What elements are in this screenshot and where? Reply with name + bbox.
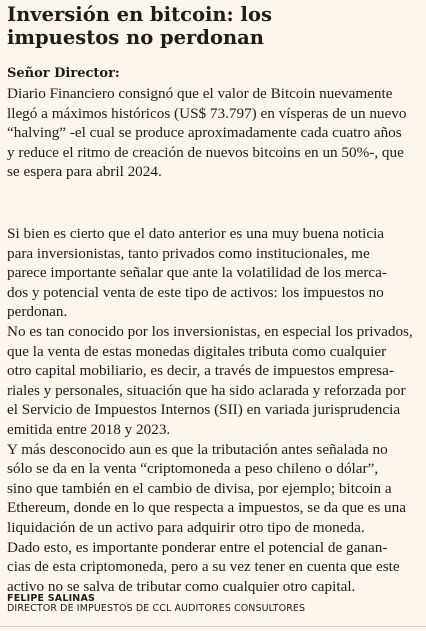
title-line: Inversión en bitcoin: los (7, 3, 272, 26)
text-line: llegó a máximos históricos (US$ 73.797) en vísperas de un nuevo (7, 104, 407, 122)
bottom-divider (0, 626, 426, 627)
text-line: el Servicio de Impuestos Internos (SII) en variada jurisprudencia (7, 401, 401, 419)
text-line: Dado esto, es importante ponderar entre el potencial de ganan- (7, 538, 388, 556)
text-line: sino que también en el cambio de divisa, por ejemplo; bitcoin a (7, 479, 392, 497)
text-line: Si bien es cierto que el dato anterior es una muy buena noticia (7, 225, 385, 242)
text-line: emitida entre 2018 y 2023. (7, 420, 171, 438)
paragraph-body (7, 224, 419, 596)
text-line: liquidación de un activo para adquirir otro tipo de moneda. (7, 518, 365, 536)
signature-role: DIRECTOR DE IMPUESTOS DE CCL AUDITORES CONSULTORES (7, 603, 306, 614)
text-line: sólo se da en la venta “criptomoneda a peso chileno o dólar”, (7, 460, 379, 478)
text-line: y reduce el ritmo de creación de nuevos bitcoins en un 50%-, que (7, 143, 404, 161)
text-line: cias de esta criptomoneda, pero a su vez tener en cuenta que este (7, 558, 400, 576)
text-line: Diario Financiero consignó que el valor de Bitcoin nuevamente (7, 85, 393, 102)
salutation: Señor Director: (7, 66, 120, 81)
title-line: impuestos no perdonan (7, 26, 264, 49)
text-line: otro capital mobiliario, es decir, a través de impuestos empresa- (7, 362, 394, 380)
text-line: parece importante señalar que ante la volatilidad de los merca- (7, 264, 387, 282)
signature-name: FELIPE SALINAS (7, 593, 96, 604)
text-line: “halving” -el cual se produce aproximadamente cada cuatro años (7, 124, 402, 142)
text-line: Ethereum, donde en lo que respecta a impuestos, se da que es una (7, 499, 406, 517)
text-line: para inversionistas, tanto privados como institucionales, me (7, 244, 370, 262)
text-line: que la venta de estas monedas digitales tributa como cualquier (7, 342, 387, 360)
article-title (7, 3, 419, 49)
paragraph-intro (7, 84, 419, 182)
text-line: perdonan. (7, 303, 68, 321)
text-line: riales y personales, situación que ha sido aclarada y reforzada por (7, 381, 406, 399)
text-line: dos y potencial venta de este tipo de activos: los impuestos no (7, 283, 384, 301)
text-line: activo no se salva de tributar como cualquier otro capital. (7, 577, 356, 595)
text-line: No es tan conocido por los inversionistas, en especial los privados, (7, 322, 413, 340)
text-line: se espera para abril 2024. (7, 163, 162, 181)
text-line: Y más desconocido aun es que la tributación antes señalada no (7, 440, 388, 458)
